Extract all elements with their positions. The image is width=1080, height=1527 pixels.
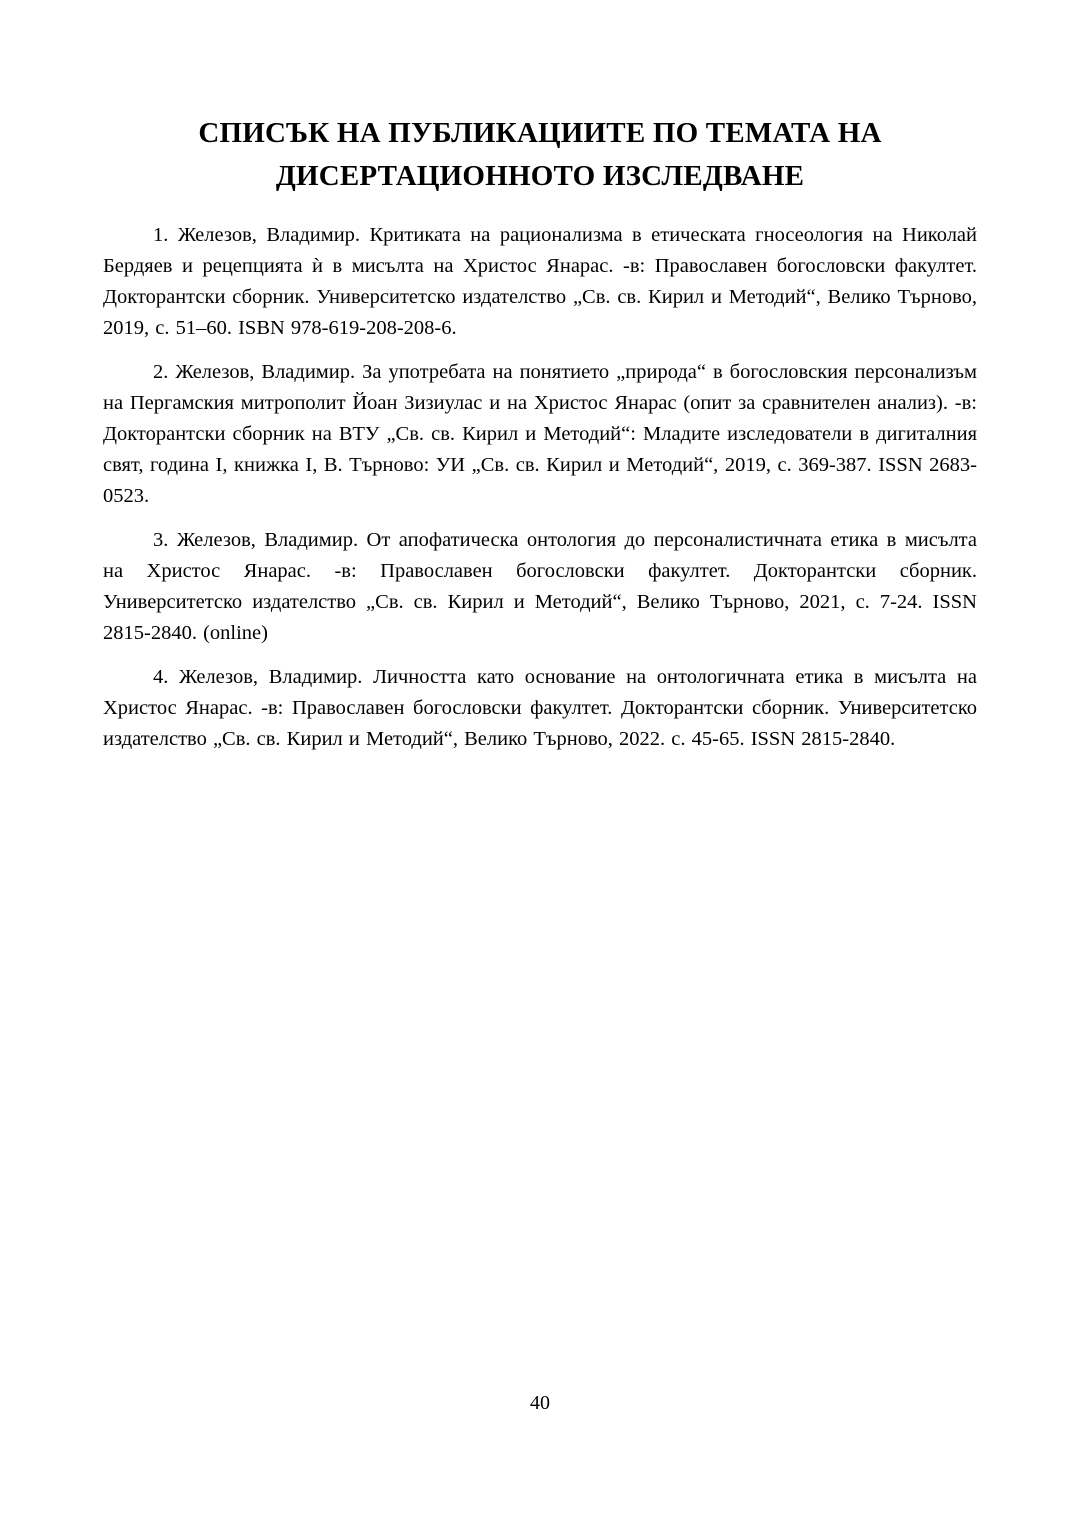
publication-entry-4: 4. Железов, Владимир. Личността като основание на онтологичната етика в мисълта на Христос Янарас. -в: Православен богословски факултет. Докторантски сборник. Университетско издателство „Св. св. Кирил и Методий“, Велико Търново, 2022. с. 45-65. ISSN 2815-2840. <box>103 666 977 750</box>
page-number: 40 <box>530 1392 550 1414</box>
publication-entry-3: 3. Железов, Владимир. От апофатическа онтология до персоналистичната етика в мисълта на Христос Янарас. -в: Православен богословски факултет. Докторантски сборник. Университетско издателство „Св. св. Кирил и Методий“, Велико Търново, 2021, с. 7-24. ISSN 2815-2840. (online) <box>103 529 977 644</box>
publication-entry-1: 1. Железов, Владимир. Критиката на рационализма в етическата гносеология на Николай Бердяев и рецепцията ѝ в мисълта на Христос Янарас. -в: Православен богословски факултет. Докторантски сборник. Университетско издателство „Св. св. Кирил и Методий“, Велико Търново, 2019, с. 51–60. ISBN 978-619-208-208-6. <box>103 224 977 339</box>
publication-entry-2: 2. Железов, Владимир. За употребата на понятието „природа“ в богословския персонализъм на Пергамския митрополит Йоан Зизиулас и на Христос Янарас (опит за сравнителен анализ). -в: Докторантски сборник на ВТУ „Св. св. Кирил и Методий“: Младите изследователи в дигиталния свят, година I, книжка I, В. Търново: УИ „Св. св. Кирил и Методий“, 2019, с. 369-387. ISSN 2683-0523. <box>103 361 977 507</box>
page-title-line-2: ДИСЕРТАЦИОННОТО ИЗСЛЕДВАНЕ <box>275 160 805 192</box>
page-title <box>103 112 977 198</box>
page-title-line-1: СПИСЪК НА ПУБЛИКАЦИИТЕ ПО ТЕМАТА НА <box>198 117 882 149</box>
page-content <box>103 112 977 768</box>
